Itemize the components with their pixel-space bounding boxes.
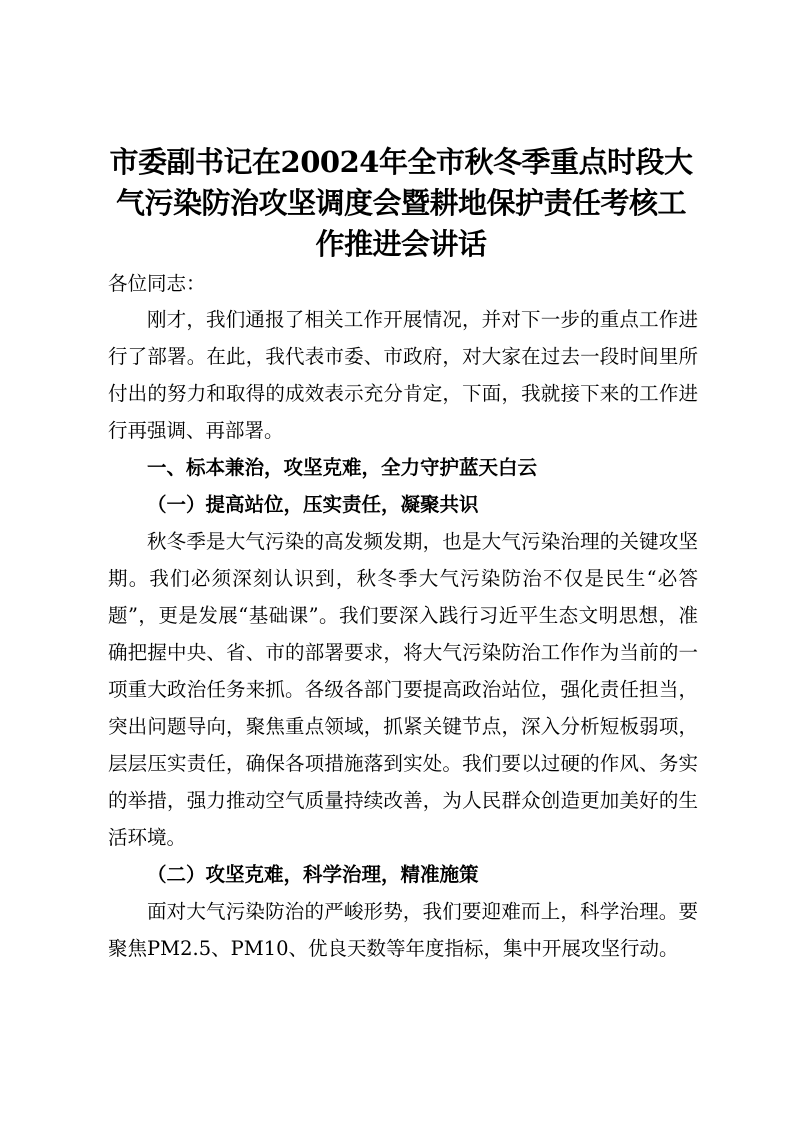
opening-paragraph: 刚才，我们通报了相关工作开展情况，并对下一步的重点工作进行了部署。在此，我代表市委、市政府，对大家在过去一段时间里所付出的努力和取得的成效表示充分肯定，下面，我就接下来的工作进行再强调、再部署。 <box>108 308 698 442</box>
section-heading-1: 一、标本兼治，攻坚克难，全力守护蓝天白云 <box>147 456 538 479</box>
subsection-heading-2: （二）攻坚克难，科学治理，精准施策 <box>147 863 479 886</box>
subsection-heading-1: （一）提高站位，压实责任，凝聚共识 <box>147 493 479 516</box>
document-title: 市委副书记在20024年全市秋冬季重点时段大气污染防治攻坚调度会暨耕地保护责任考核工作推进会讲话 <box>109 145 693 261</box>
salutation: 各位同志： <box>108 272 206 295</box>
subsection-2-paragraph: 面对大气污染防治的严峻形势，我们要迎难而上，科学治理。要聚焦PM2.5、PM10、优良天数等年度指标，集中开展攻坚行动。 <box>108 900 698 960</box>
subsection-1-paragraph: 秋冬季是大气污染的高发频发期，也是大气污染治理的关键攻坚期。我们必须深刻认识到，秋冬季大气污染防治不仅是民生“必答题”，更是发展“基础课”。我们要深入践行习近平生态文明思想，准确把握中央、省、市的部署要求，将大气污染防治工作作为当前的一项重大政治任务来抓。各级各部门要提高政治站位，强化责任担当，突出问题导向，聚焦重点领域，抓紧关键节点，深入分析短板弱项，层层压实责任，确保各项措施落到实处。我们要以过硬的作风、务实的举措，强力推动空气质量持续改善，为人民群众创造更加美好的生活环境。 <box>108 530 698 849</box>
document-page <box>108 142 698 967</box>
